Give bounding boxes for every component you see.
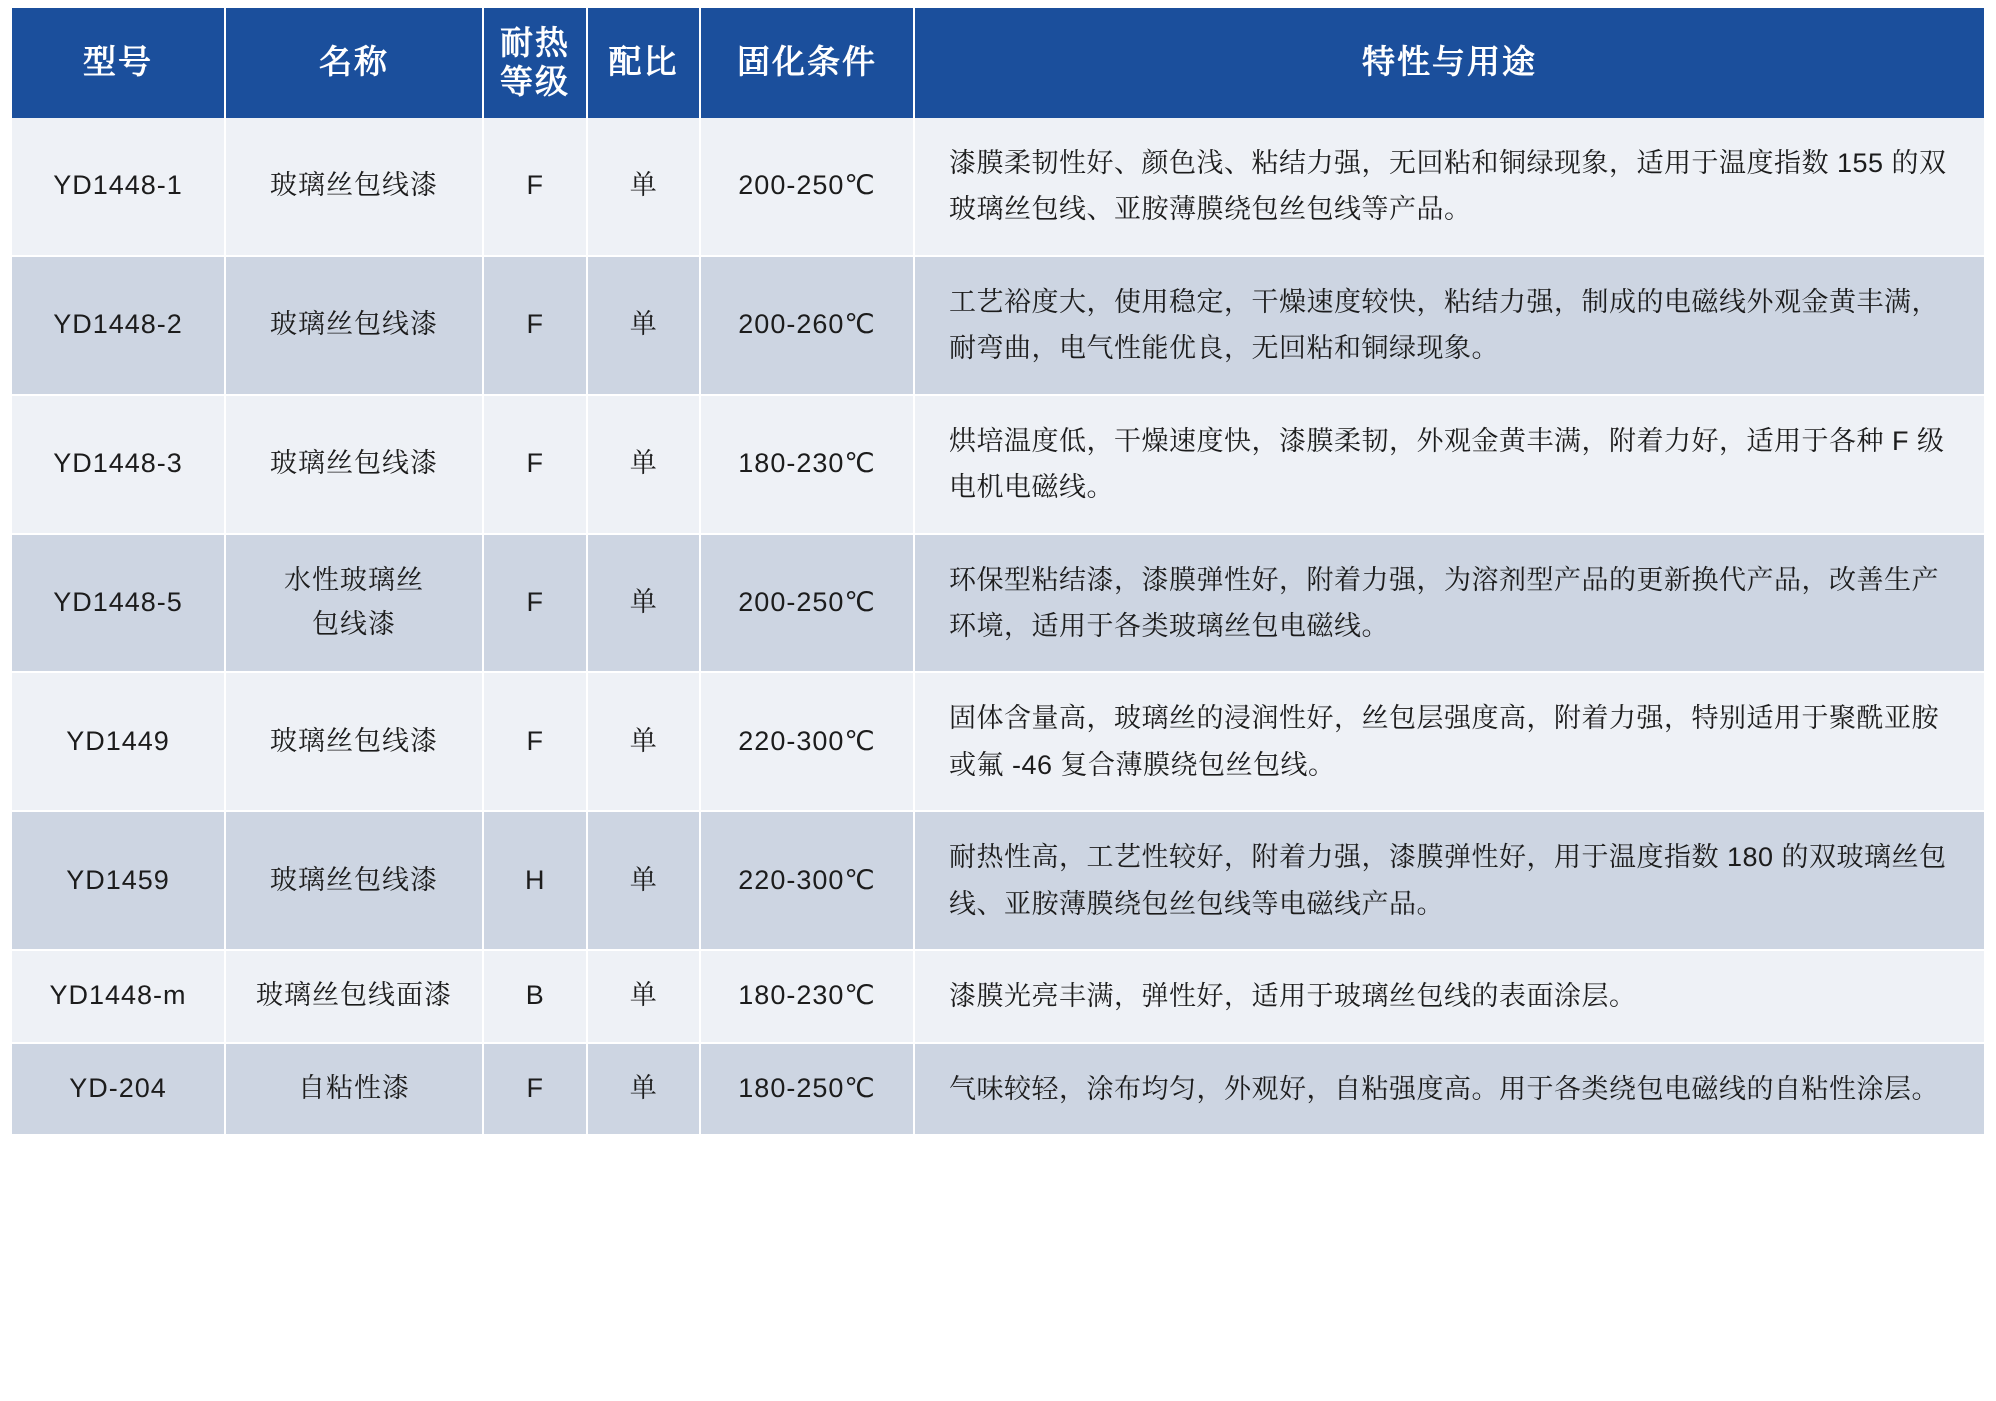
cell-features-uses: 漆膜柔韧性好、颜色浅、粘结力强，无回粘和铜绿现象，适用于温度指数 155 的双玻璃丝包线、亚胺薄膜绕包丝包线等产品。 xyxy=(914,118,1984,256)
cell-ratio: 单 xyxy=(587,256,700,395)
cell-curing-condition: 220-300℃ xyxy=(700,672,914,811)
cell-heat-rating: F xyxy=(483,1043,587,1135)
cell-features-uses: 固体含量高，玻璃丝的浸润性好，丝包层强度高，附着力强，特别适用于聚酰亚胺或氟 -46 复合薄膜绕包丝包线。 xyxy=(914,672,1984,811)
cell-curing-condition: 180-230℃ xyxy=(700,395,914,534)
cell-curing-condition: 180-250℃ xyxy=(700,1043,914,1135)
header-cell-features-uses: 特性与用途 xyxy=(914,8,1984,118)
table-row xyxy=(12,672,1984,811)
cell-curing-condition: 200-250℃ xyxy=(700,534,914,673)
cell-features-uses: 气味较轻，涂布均匀，外观好，自粘强度高。用于各类绕包电磁线的自粘性涂层。 xyxy=(914,1043,1984,1135)
cell-model: YD1448-m xyxy=(12,950,225,1042)
cell-name-line1: 玻璃丝包线漆 xyxy=(270,170,438,201)
cell-features-uses: 漆膜光亮丰满，弹性好，适用于玻璃丝包线的表面涂层。 xyxy=(914,950,1984,1042)
cell-model: YD1448-1 xyxy=(12,118,225,256)
cell-heat-rating: F xyxy=(483,118,587,256)
cell-features-uses: 耐热性高，工艺性较好，附着力强，漆膜弹性好，用于温度指数 180 的双玻璃丝包线、亚胺薄膜绕包丝包线等电磁线产品。 xyxy=(914,811,1984,950)
cell-name xyxy=(225,534,483,673)
cell-heat-rating: F xyxy=(483,672,587,811)
cell-ratio: 单 xyxy=(587,811,700,950)
cell-heat-rating: H xyxy=(483,811,587,950)
cell-ratio: 单 xyxy=(587,118,700,256)
cell-name-line1: 玻璃丝包线漆 xyxy=(270,864,438,895)
cell-name-line1: 玻璃丝包线漆 xyxy=(270,309,438,340)
table-row xyxy=(12,118,1984,256)
cell-ratio: 单 xyxy=(587,1043,700,1135)
cell-ratio: 单 xyxy=(587,534,700,673)
table-row xyxy=(12,950,1984,1042)
table-row xyxy=(12,534,1984,673)
header-cell-model: 型号 xyxy=(12,8,225,118)
header-row xyxy=(12,8,1984,118)
cell-heat-rating: F xyxy=(483,395,587,534)
table-body xyxy=(12,118,1984,1135)
cell-name-line2: 包线漆 xyxy=(312,608,396,639)
cell-name xyxy=(225,118,483,256)
cell-features-uses: 工艺裕度大，使用稳定，干燥速度较快，粘结力强，制成的电磁线外观金黄丰满，耐弯曲，电气性能优良，无回粘和铜绿现象。 xyxy=(914,256,1984,395)
table-row xyxy=(12,395,1984,534)
cell-curing-condition: 180-230℃ xyxy=(700,950,914,1042)
cell-model: YD1449 xyxy=(12,672,225,811)
cell-name xyxy=(225,811,483,950)
header-cell-heat-rating xyxy=(483,8,587,118)
cell-curing-condition: 200-260℃ xyxy=(700,256,914,395)
cell-heat-rating: F xyxy=(483,256,587,395)
cell-ratio: 单 xyxy=(587,950,700,1042)
cell-name-line1: 玻璃丝包线漆 xyxy=(270,725,438,756)
cell-heat-rating: B xyxy=(483,950,587,1042)
cell-features-uses: 环保型粘结漆，漆膜弹性好，附着力强，为溶剂型产品的更新换代产品，改善生产环境，适用于各类玻璃丝包电磁线。 xyxy=(914,534,1984,673)
header-cell-ratio: 配比 xyxy=(587,8,700,118)
cell-name xyxy=(225,395,483,534)
cell-name-line1: 自粘性漆 xyxy=(298,1072,410,1103)
cell-ratio: 单 xyxy=(587,395,700,534)
cell-model: YD1448-2 xyxy=(12,256,225,395)
header-heat-line2: 等级 xyxy=(500,62,570,100)
product-specification-table xyxy=(12,8,1984,1136)
cell-model: YD1459 xyxy=(12,811,225,950)
cell-name-line1: 玻璃丝包线漆 xyxy=(270,448,438,479)
header-cell-name: 名称 xyxy=(225,8,483,118)
cell-name xyxy=(225,672,483,811)
cell-name-line1: 玻璃丝包线面漆 xyxy=(256,980,452,1011)
cell-features-uses: 烘培温度低，干燥速度快，漆膜柔韧，外观金黄丰满，附着力好，适用于各种 F 级电机电磁线。 xyxy=(914,395,1984,534)
cell-name-line1: 水性玻璃丝 xyxy=(284,565,424,596)
table-row xyxy=(12,1043,1984,1135)
header-cell-curing-condition: 固化条件 xyxy=(700,8,914,118)
cell-name xyxy=(225,256,483,395)
cell-name xyxy=(225,950,483,1042)
cell-heat-rating: F xyxy=(483,534,587,673)
cell-curing-condition: 220-300℃ xyxy=(700,811,914,950)
cell-model: YD1448-3 xyxy=(12,395,225,534)
table-row xyxy=(12,256,1984,395)
header-heat-line1: 耐热 xyxy=(500,24,570,61)
cell-ratio: 单 xyxy=(587,672,700,811)
table-row xyxy=(12,811,1984,950)
cell-model: YD1448-5 xyxy=(12,534,225,673)
table-header xyxy=(12,8,1984,118)
cell-name xyxy=(225,1043,483,1135)
cell-curing-condition: 200-250℃ xyxy=(700,118,914,256)
cell-model: YD-204 xyxy=(12,1043,225,1135)
